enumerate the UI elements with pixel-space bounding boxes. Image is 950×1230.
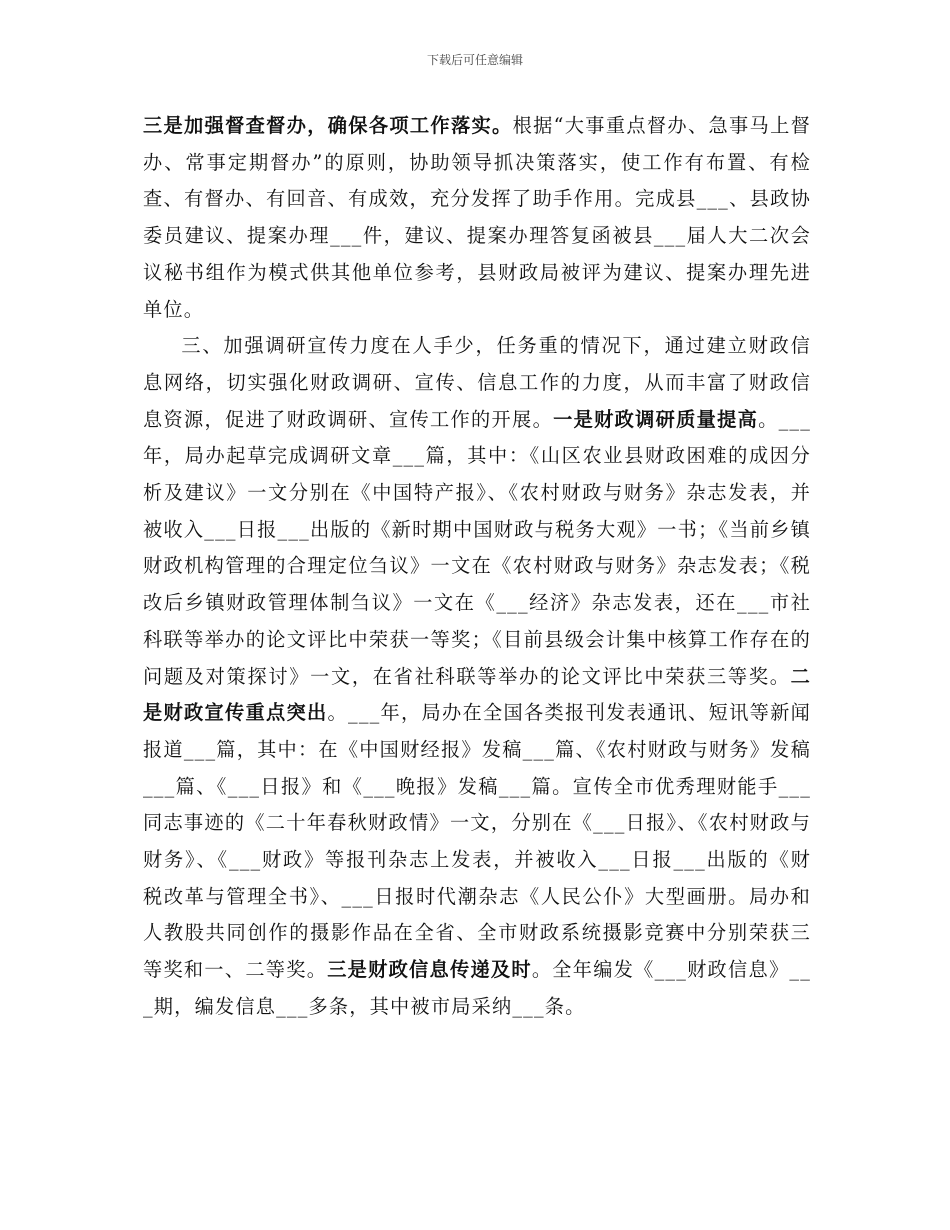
bold-heading-publicity: 二是财政宣传重点突出	[143, 664, 811, 725]
bold-heading-supervision: 三是加强督查督办，确保各项工作落实。	[143, 114, 513, 137]
bold-heading-research: 一是财政调研质量提高	[553, 407, 759, 431]
paragraph-supervision	[143, 108, 811, 328]
bold-heading-information: 三是财政信息传递及时	[327, 958, 532, 982]
paragraph-text: 。___年，局办起草完成调研文章___篇，其中：《山区农业县财政困难的成因分析及建议》一文分别在《中国特产报》、《农村财政与财务》杂志发表，并被收入___日报___出版的《新时期中国财政与税务大观》一书；《当前乡镇财政机构管理的合理定位刍议》一文在《农村财政与财务》杂志发表；《税改后乡镇财政管理体制刍议》一文在《___经济》杂志发表，还在___市社科联等举办的论文评比中荣获一等奖；《目前县级会计集中核算工作存在的问题及对策探讨》一文，在省社科联等举办的论文评比中荣获三等奖。	[143, 407, 812, 688]
paragraph-research-publicity	[143, 328, 811, 1025]
paragraph-text: 。全年编发《___财政信息》___期，编发信息___多条，其中被市局采纳___条。	[143, 958, 812, 1018]
paragraph-text: 。___年，局办在全国各类报刊发表通讯、短讯等新闻报道___篇，其中：在《中国财经报》发稿___篇、《农村财政与财务》发稿___篇、《___日报》和《___晚报》发稿___篇。宣传全市优秀理财能手___同志事迹的《二十年春秋财政情》一文，分别在《___日报》、《农村财政与财务》、《___财政》等报刊杂志上发表，并被收入___日报___出版的《财税改革与管理全书》、___日报时代潮杂志《人民公仆》大型画册。局办和人教股共同创作的摄影作品在全省、全市财政系统摄影竞赛中分别荣获三等奖和一、二等奖。	[143, 701, 811, 982]
document-body	[143, 108, 811, 1026]
page-header: 下载后可任意编辑	[426, 53, 523, 67]
section-intro: 三、加强调研宣传力度在人手少，任务重的情况下，通过建立财政信息网络，切实强化财政调研、宣传、信息工作的力度，从而丰富了财政信息资源，促进了财政调研、宣传工作的开展。	[143, 334, 811, 431]
paragraph-text: 根据“大事重点督办、急事马上督办、常事定期督办”的原则，协助领导抓决策落实，使工作有布置、有检查、有督办、有回音、有成效，充分发挥了助手作用。完成县___、县政协委员建议、提案办理___件，建议、提案办理答复函被县___届人大二次会议秘书组作为模式供其他单位参考，县财政局被评为建议、提案办理先进单位。	[143, 114, 811, 321]
